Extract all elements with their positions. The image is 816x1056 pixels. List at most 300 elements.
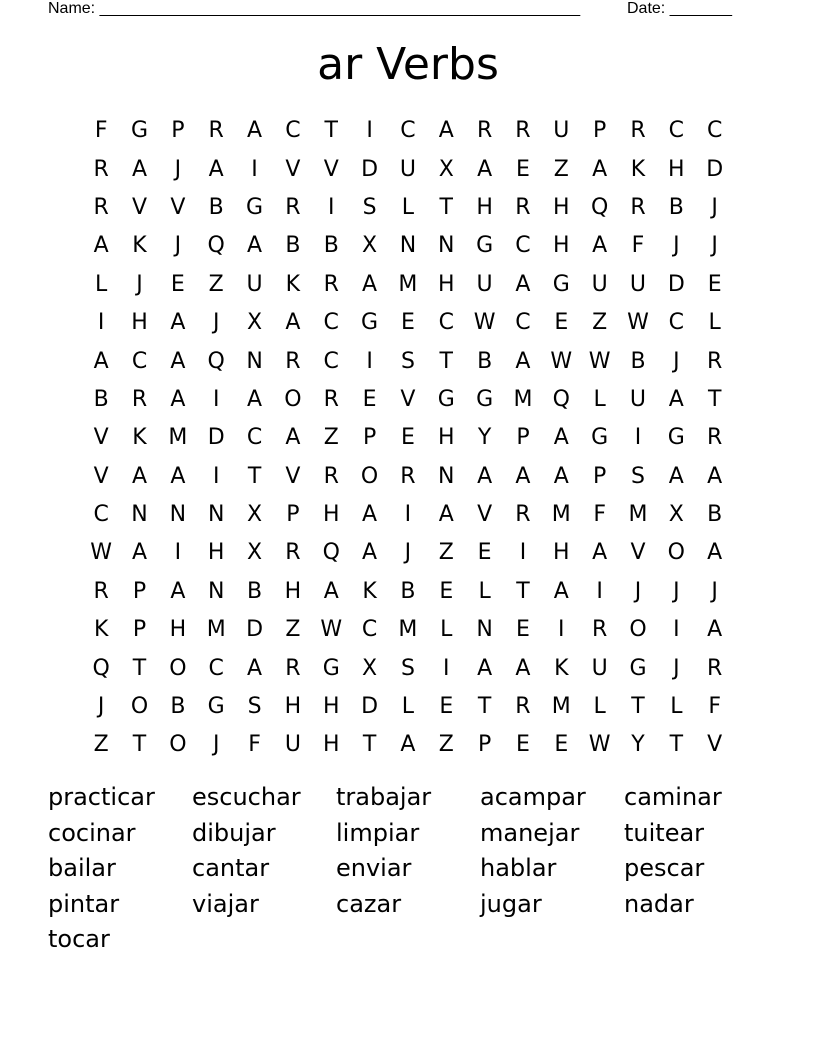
grid-letter: A <box>362 540 378 566</box>
grid-letter: J <box>212 732 220 758</box>
date-blank-line: _______ <box>669 0 732 17</box>
grid-letter: U <box>591 655 608 681</box>
grid-letter: I <box>212 463 220 489</box>
grid-letter: H <box>322 502 340 528</box>
grid-letter: D <box>207 425 225 451</box>
grid-letter: F <box>631 233 645 259</box>
grid-letter: R <box>515 194 531 220</box>
grid-letter: W <box>588 348 611 374</box>
grid-letter: L <box>478 578 491 604</box>
grid-letter: G <box>629 655 647 681</box>
grid-letter: A <box>553 463 569 489</box>
grid-letter: R <box>707 655 723 681</box>
grid-letter: P <box>132 617 147 643</box>
grid-letter: V <box>285 463 301 489</box>
grid-letter: R <box>400 463 416 489</box>
grid-letter: O <box>667 540 685 566</box>
grid-letter: P <box>593 118 607 144</box>
grid-letter: U <box>476 271 493 297</box>
grid-letter: I <box>558 617 565 643</box>
grid-letter: R <box>630 118 646 144</box>
grid-letter: H <box>322 694 340 720</box>
grid-letter: H <box>131 310 148 336</box>
grid-letter: A <box>285 425 301 451</box>
grid-letter: K <box>132 425 147 451</box>
grid-letter: N <box>438 233 455 259</box>
grid-letter: E <box>362 386 377 412</box>
grid-letter: A <box>668 386 684 412</box>
grid-letter: K <box>554 655 569 681</box>
grid-letter: M <box>628 502 648 528</box>
date-label: Date: <box>627 0 666 17</box>
name-field <box>48 0 580 18</box>
grid-letter: L <box>401 694 415 720</box>
grid-letter: K <box>132 233 147 259</box>
grid-letter: J <box>136 271 143 297</box>
grid-letter: A <box>553 578 569 604</box>
grid-letter: A <box>247 233 263 259</box>
grid-letter: N <box>476 617 493 643</box>
grid-letter: A <box>131 156 148 182</box>
grid-letter: R <box>323 386 339 412</box>
grid-letter: F <box>94 118 108 144</box>
grid-letter: J <box>711 233 718 259</box>
grid-letter: A <box>438 502 454 528</box>
word-bank-item: trabajar <box>336 783 432 811</box>
grid-letter: F <box>708 694 721 720</box>
word-bank-item: enviar <box>336 854 412 882</box>
grid-letter: Z <box>438 540 454 566</box>
grid-letter: R <box>285 194 301 220</box>
grid-letter: W <box>90 540 113 566</box>
grid-letter: A <box>362 271 378 297</box>
grid-letter: C <box>400 118 416 144</box>
grid-letter: G <box>322 655 340 681</box>
grid-letter: A <box>553 425 569 451</box>
grid-letter: S <box>400 655 415 681</box>
grid-letter: H <box>553 233 570 259</box>
grid-letter: P <box>362 425 377 451</box>
word-bank-item: dibujar <box>192 818 276 847</box>
grid-letter: T <box>707 386 722 412</box>
grid-letter: M <box>398 271 418 297</box>
grid-letter: B <box>477 348 493 374</box>
grid-letter: R <box>131 386 148 412</box>
grid-letter: X <box>362 233 378 259</box>
grid-row <box>82 726 734 764</box>
grid-row <box>82 534 734 572</box>
grid-row <box>82 227 734 265</box>
grid-letter: D <box>361 156 379 182</box>
grid-letter: A <box>707 463 723 489</box>
grid-letter: K <box>93 617 109 643</box>
grid-letter: J <box>404 540 412 566</box>
grid-letter: D <box>667 271 685 297</box>
grid-letter: E <box>439 694 454 720</box>
grid-letter: B <box>93 386 109 412</box>
grid-letter: J <box>673 233 680 259</box>
grid-letter: Z <box>553 156 569 182</box>
grid-letter: S <box>631 463 645 489</box>
grid-letter: N <box>207 578 225 604</box>
word-bank-item: hablar <box>480 854 557 882</box>
grid-letter: U <box>284 732 301 758</box>
grid-letter: R <box>707 425 723 451</box>
word-bank-item: manejar <box>480 818 580 847</box>
grid-letter: G <box>437 386 455 412</box>
grid-letter: J <box>174 233 182 259</box>
grid-letter: O <box>360 463 379 489</box>
word-bank-item: limpiar <box>336 818 420 847</box>
grid-letter: V <box>323 156 339 182</box>
grid-letter: A <box>170 463 186 489</box>
grid-letter: H <box>553 194 570 220</box>
grid-letter: M <box>206 617 226 643</box>
grid-letter: C <box>438 310 454 336</box>
grid-letter: P <box>132 578 147 604</box>
grid-letter: T <box>132 732 147 758</box>
grid-letter: A <box>247 386 263 412</box>
grid-letter: A <box>285 310 301 336</box>
grid-letter: E <box>707 271 722 297</box>
grid-letter: J <box>97 694 105 720</box>
grid-letter: O <box>169 655 187 681</box>
grid-letter: I <box>404 502 412 528</box>
grid-letter: T <box>631 694 645 720</box>
grid-letter: H <box>668 156 685 182</box>
grid-letter: H <box>169 617 187 643</box>
word-bank-item: nadar <box>624 889 694 918</box>
grid-letter: A <box>707 617 723 643</box>
grid-letter: C <box>668 118 685 144</box>
grid-letter: P <box>477 732 492 758</box>
grid-letter: O <box>629 617 647 643</box>
grid-letter: X <box>362 655 378 681</box>
grid-row <box>82 573 734 611</box>
grid-letter: A <box>515 348 531 374</box>
grid-letter: V <box>131 194 148 220</box>
grid-letter: J <box>673 348 680 374</box>
grid-letter: B <box>285 233 301 259</box>
grid-letter: H <box>476 194 493 220</box>
grid-letter: Q <box>92 655 110 681</box>
grid-letter: V <box>170 194 186 220</box>
grid-letter: N <box>246 348 263 374</box>
grid-letter: G <box>361 310 379 336</box>
grid-letter: E <box>554 310 569 336</box>
grid-letter: I <box>443 655 450 681</box>
grid-letter: I <box>673 617 680 643</box>
grid-letter: G <box>246 194 264 220</box>
grid-letter: I <box>97 310 105 336</box>
grid-letter: N <box>169 502 187 528</box>
grid-letter: U <box>553 118 570 144</box>
grid-letter: C <box>93 502 109 528</box>
grid-letter: C <box>515 310 531 336</box>
grid-letter: Y <box>631 732 645 758</box>
grid-letter: T <box>669 732 684 758</box>
grid-letter: X <box>668 502 684 528</box>
grid-letter: L <box>708 310 721 336</box>
grid-letter: G <box>591 425 609 451</box>
grid-letter: M <box>513 386 533 412</box>
grid-letter: I <box>596 578 603 604</box>
grid-letter: V <box>707 732 723 758</box>
grid-letter: V <box>93 425 109 451</box>
grid-row <box>82 458 734 496</box>
grid-letter: A <box>668 463 684 489</box>
grid-letter: I <box>327 194 335 220</box>
grid-letter: D <box>706 156 724 182</box>
grid-letter: G <box>552 271 570 297</box>
grid-letter: N <box>207 502 225 528</box>
grid-letter: Q <box>322 540 340 566</box>
grid-letter: C <box>131 348 148 374</box>
grid-letter: A <box>592 540 608 566</box>
grid-letter: A <box>93 233 109 259</box>
grid-letter: O <box>130 694 149 720</box>
grid-letter: G <box>667 425 685 451</box>
grid-letter: H <box>437 425 455 451</box>
grid-letter: R <box>323 271 339 297</box>
grid-letter: J <box>634 578 642 604</box>
grid-letter: J <box>711 194 718 220</box>
grid-letter: E <box>400 425 415 451</box>
grid-letter: T <box>477 694 492 720</box>
grid-letter: U <box>591 271 608 297</box>
grid-letter: E <box>400 310 415 336</box>
grid-letter: A <box>515 655 531 681</box>
grid-letter: O <box>284 386 302 412</box>
grid-row <box>82 304 734 342</box>
grid-letter: R <box>515 502 531 528</box>
grid-letter: R <box>591 617 608 643</box>
grid-letter: E <box>439 578 454 604</box>
grid-letter: A <box>208 156 224 182</box>
grid-letter: R <box>285 348 301 374</box>
grid-row <box>82 381 734 419</box>
grid-letter: C <box>208 655 224 681</box>
grid-letter: A <box>247 118 263 144</box>
grid-letter: C <box>323 310 339 336</box>
grid-letter: A <box>477 156 493 182</box>
grid-letter: A <box>170 578 186 604</box>
grid-letter: T <box>247 463 262 489</box>
word-bank <box>48 780 768 958</box>
grid-letter: A <box>477 655 493 681</box>
grid-letter: L <box>440 617 453 643</box>
grid-letter: S <box>362 194 377 220</box>
grid-letter: R <box>323 463 339 489</box>
word-bank-item: bailar <box>48 854 116 882</box>
grid-letter: J <box>673 655 680 681</box>
grid-letter: J <box>673 578 680 604</box>
grid-letter: N <box>438 463 455 489</box>
grid-letter: R <box>93 156 109 182</box>
grid-letter: W <box>588 732 611 758</box>
grid-letter: B <box>247 578 263 604</box>
grid-letter: J <box>212 310 220 336</box>
grid-letter: F <box>593 502 606 528</box>
grid-row <box>82 150 734 188</box>
grid-letter: C <box>706 118 723 144</box>
grid-letter: I <box>174 540 182 566</box>
grid-letter: D <box>361 694 379 720</box>
grid-letter: A <box>131 463 148 489</box>
grid-letter: H <box>322 732 340 758</box>
grid-letter: E <box>516 732 530 758</box>
grid-letter: Z <box>93 732 109 758</box>
word-bank-item: pescar <box>624 854 705 882</box>
header-line <box>48 0 748 20</box>
grid-letter: P <box>286 502 300 528</box>
grid-letter: C <box>323 348 339 374</box>
grid-letter: K <box>285 271 301 297</box>
grid-letter: R <box>515 118 531 144</box>
grid-letter: T <box>516 578 530 604</box>
grid-letter: X <box>247 310 263 336</box>
grid-letter: I <box>251 156 258 182</box>
grid-row <box>82 189 734 227</box>
word-bank-item: tocar <box>48 925 110 953</box>
grid-letter: V <box>400 386 416 412</box>
grid-row <box>82 611 734 649</box>
grid-letter: M <box>551 694 571 720</box>
grid-letter: H <box>284 578 302 604</box>
grid-letter: C <box>246 425 263 451</box>
grid-letter: M <box>551 502 571 528</box>
grid-letter: M <box>398 617 418 643</box>
grid-letter: W <box>550 348 573 374</box>
grid-letter: V <box>477 502 493 528</box>
grid-letter: A <box>170 386 186 412</box>
grid-letter: I <box>634 425 642 451</box>
grid-letter: B <box>630 348 646 374</box>
grid-letter: U <box>629 386 647 412</box>
grid-letter: H <box>284 694 302 720</box>
grid-letter: W <box>473 310 496 336</box>
word-bank-item: cantar <box>192 854 270 882</box>
grid-letter: A <box>247 655 263 681</box>
grid-letter: A <box>592 156 608 182</box>
name-label: Name: <box>48 0 96 17</box>
grid-letter: A <box>438 118 454 144</box>
grid-letter: R <box>476 118 493 144</box>
grid-letter: A <box>707 540 723 566</box>
grid-letter: X <box>247 540 263 566</box>
word-bank-item: acampar <box>480 783 586 811</box>
grid-letter: G <box>207 694 225 720</box>
grid-letter: C <box>361 617 378 643</box>
grid-letter: E <box>170 271 185 297</box>
grid-letter: A <box>131 540 148 566</box>
grid-letter: R <box>208 118 224 144</box>
word-bank-item: cocinar <box>48 818 136 847</box>
grid-letter: I <box>366 348 373 374</box>
grid-letter: K <box>362 578 377 604</box>
grid-letter: K <box>630 156 646 182</box>
grid-row <box>82 342 734 380</box>
grid-letter: A <box>592 233 608 259</box>
grid-letter: L <box>593 386 606 412</box>
grid-letter: A <box>400 732 416 758</box>
grid-letter: A <box>93 348 109 374</box>
grid-letter: H <box>207 540 225 566</box>
date-field <box>627 0 732 18</box>
grid-letter: T <box>324 118 338 144</box>
grid-letter: L <box>670 694 683 720</box>
grid-letter: M <box>168 425 188 451</box>
grid-letter: S <box>400 348 415 374</box>
word-bank-item: tuitear <box>624 818 705 847</box>
word-bank-item: caminar <box>624 783 722 811</box>
grid-letter: E <box>477 540 492 566</box>
grid-letter: A <box>362 502 378 528</box>
word-bank-item: pintar <box>48 889 120 918</box>
grid-letter: B <box>323 233 339 259</box>
grid-letter: A <box>515 463 531 489</box>
grid-letter: B <box>668 194 684 220</box>
grid-letter: V <box>93 463 109 489</box>
grid-row <box>82 266 734 304</box>
grid-letter: O <box>169 732 187 758</box>
grid-letter: A <box>170 310 186 336</box>
grid-letter: E <box>516 617 530 643</box>
grid-letter: S <box>247 694 262 720</box>
grid-letter: R <box>515 694 531 720</box>
grid-letter: H <box>553 540 570 566</box>
grid-letter: Z <box>208 271 224 297</box>
grid-letter: L <box>593 694 606 720</box>
grid-letter: W <box>627 310 649 336</box>
grid-letter: U <box>629 271 647 297</box>
grid-letter: E <box>554 732 569 758</box>
grid-letter: B <box>707 502 723 528</box>
grid-letter: D <box>246 617 264 643</box>
grid-letter: T <box>362 732 377 758</box>
grid-letter: Q <box>552 386 570 412</box>
grid-row <box>82 419 734 457</box>
word-bank-item: cazar <box>336 889 402 918</box>
grid-letter: C <box>668 310 685 336</box>
grid-letter: T <box>132 655 147 681</box>
grid-letter: Q <box>207 348 225 374</box>
grid-letter: P <box>171 118 185 144</box>
name-blank-line: ______________________________________________________ <box>99 0 581 17</box>
word-bank-item: escuchar <box>192 783 301 811</box>
grid-letter: R <box>630 194 646 220</box>
grid-letter: A <box>323 578 339 604</box>
grid-letter: I <box>366 118 373 144</box>
grid-letter: R <box>285 540 301 566</box>
grid-letter: X <box>438 156 454 182</box>
grid-letter: E <box>516 156 530 182</box>
grid-letter: Z <box>592 310 608 336</box>
grid-letter: F <box>248 732 261 758</box>
grid-letter: A <box>170 348 186 374</box>
grid-letter: Z <box>285 617 301 643</box>
grid-letter: N <box>399 233 417 259</box>
grid-letter: T <box>439 348 453 374</box>
grid-letter: B <box>208 194 224 220</box>
grid-letter: A <box>515 271 531 297</box>
word-bank-item: viajar <box>192 889 259 918</box>
grid-letter: Q <box>590 194 609 220</box>
grid-letter: I <box>212 386 220 412</box>
grid-letter: U <box>246 271 263 297</box>
grid-letter: B <box>170 694 186 720</box>
grid-letter: H <box>437 271 455 297</box>
